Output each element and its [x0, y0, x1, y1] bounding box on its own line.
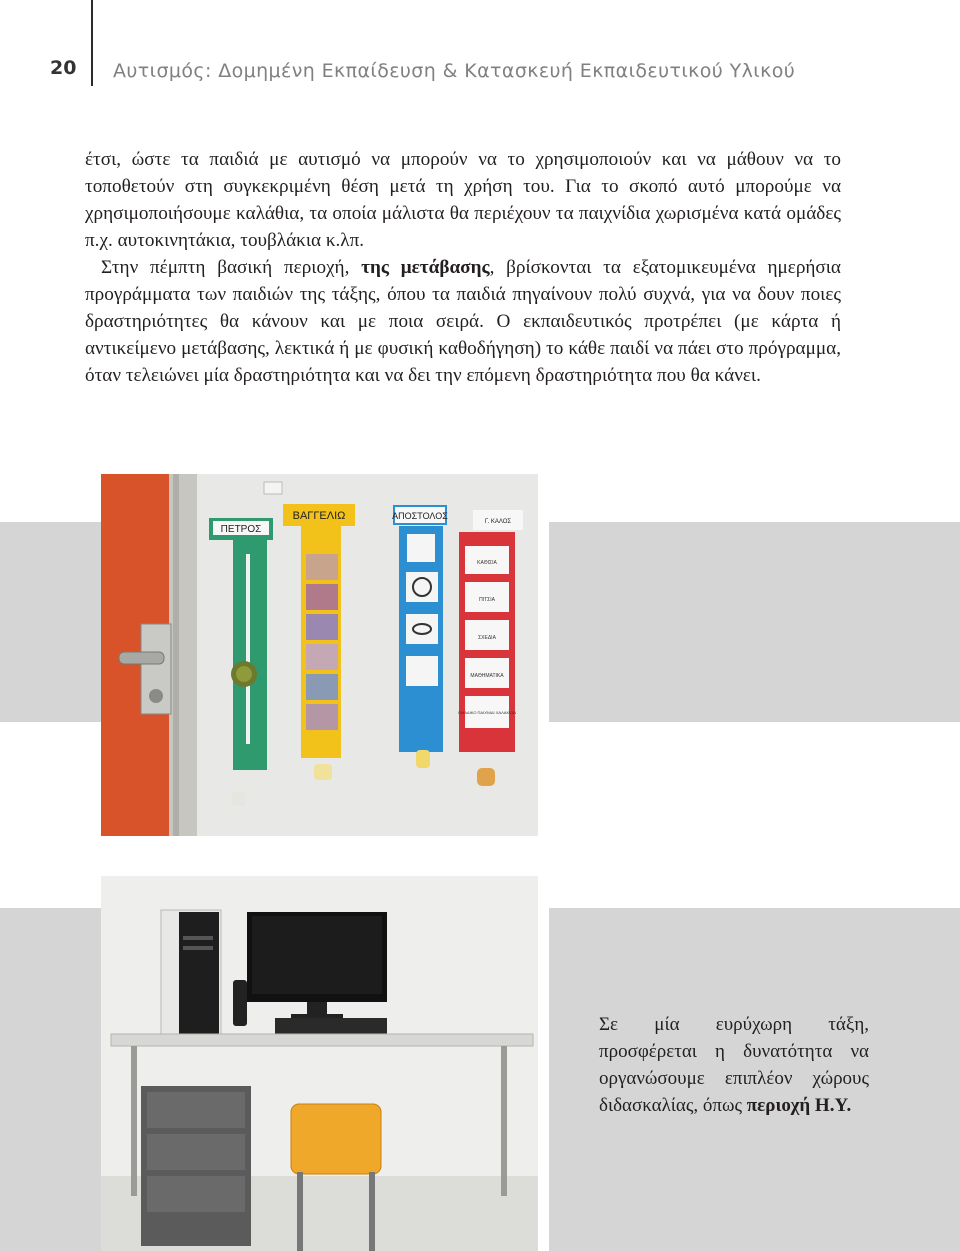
schedule-name-3: ΑΠΟΣΤΟΛΟΣ: [392, 511, 448, 521]
grey-band-left-2: [0, 908, 101, 1251]
card-label-3: ΣΧΕΔΙΑ: [478, 635, 496, 641]
caption-text: [599, 1011, 869, 1119]
schedule-name-4: Γ. ΚΑΛΟΣ: [484, 519, 512, 525]
card-label-1: ΚΑΘΙΣΙΑ: [477, 560, 497, 566]
header-rule: [91, 0, 93, 86]
paragraph-2: [85, 254, 841, 389]
caption-text-start: Σε μία ευρύχωρη τάξη, προσφέρεται η δυνατότητα να οργανώσουμε επιπλέον χώρους διδασκαλίας, όπως: [599, 1014, 869, 1116]
paragraph-2-text-end: , βρίσκονται τα εξατομικευμένα ημερήσια προγράμματα των παιδιών της τάξης, όπου τα παιδιά πηγαίνουν πολύ συχνά, για να δουν ποιες δραστηριότητες θα κάνουν και με ποια σειρά. Ο εκπαιδευτικός προτρέπει (με κάρτα ή αντικείμενο μετάβασης, λεκτικά ή με φυσική καθοδήγηση) το κάθε παιδί να πάει στο πρόγραμμα, όταν τελειώνει μία δραστηριότητα και να δει την επόμενη δραστηριότητα που θα κάνει.: [85, 257, 841, 386]
paragraph-2-bold-term: της μετάβασης: [361, 257, 490, 278]
body-text: [85, 146, 841, 389]
schedule-name-2: ΒΑΓΓΕΛΙΩ: [292, 510, 346, 522]
caption-bold-term: περιοχή Η.Υ.: [746, 1095, 852, 1116]
paragraph-1: έτσι, ώστε τα παιδιά με αυτισμό να μπορούν να το χρησιμοποιούν και να μάθουν να το τοποθετούν στη συγκεκριμένη θέση μετά τη χρήση του. Για το σκοπό αυτό μπορούμε να χρησιμοποιήσουμε καλάθια, τα οποία μάλιστα θα περιέχουν τα παιχνίδια χωρισμένα κατά ομάδες π.χ. αυτοκινητάκια, τουβλάκια κ.λπ.: [85, 149, 841, 251]
card-label-5: ΟΜΑΔΙΚΟ ΠΑΙΧΝΙΔΙ ΧΑΛΑΚΙΩΝ: [457, 710, 517, 715]
card-label-4: ΜΑΘΗΜΑΤΙΚΑ: [470, 673, 504, 679]
photo-transition-schedules: [101, 474, 538, 836]
paragraph-2-text-start: Στην πέμπτη βασική περιοχή,: [101, 257, 362, 278]
grey-band-left-1: [0, 522, 101, 722]
schedule-name-1: ΠΕΤΡΟΣ: [220, 524, 262, 535]
photo-computer-area: [101, 876, 538, 1251]
card-label-2: ΠΙΤΣΙΑ: [479, 597, 495, 603]
page-number: 20: [50, 57, 77, 79]
grey-band-right-1: [549, 522, 960, 722]
running-title: Αυτισμός: Δομημένη Εκπαίδευση & Κατασκευή Εκπαιδευτικού Υλικού: [113, 60, 796, 82]
